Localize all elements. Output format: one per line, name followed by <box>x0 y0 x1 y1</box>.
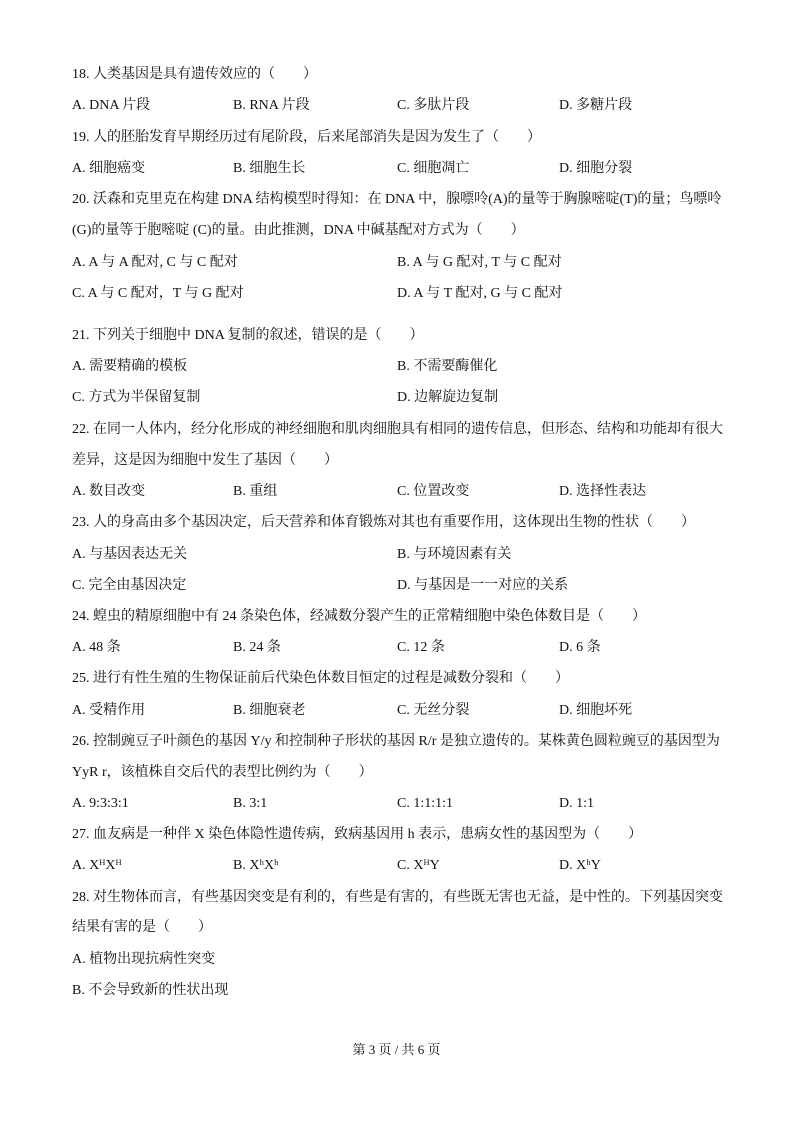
question-26-option: B. 3:1 <box>233 796 268 811</box>
question-20-stem: (G)的量等于胞嘧啶 (C)的量。由此推测，DNA 中碱基配对方式为（ ） <box>72 223 525 238</box>
question-22-option: C. 位置改变 <box>397 484 470 499</box>
question-22-option: A. 数目改变 <box>72 484 146 499</box>
question-20-stem: 20. 沃森和克里克在构建 DNA 结构模型时得知：在 DNA 中，腺嘌呤(A)的量等于胸腺嘧啶(T)的量；鸟嘌呤 <box>72 192 722 207</box>
question-25-stem: 25. 进行有性生殖的生物保证前后代染色体数目恒定的过程是减数分裂和（ ） <box>72 671 569 686</box>
question-20-option: D. A 与 T 配对, G 与 C 配对 <box>397 286 563 301</box>
question-18-option: D. 多糖片段 <box>559 98 633 113</box>
question-26-stem: 26. 控制豌豆子叶颜色的基因 Y/y 和控制种子形状的基因 R/r 是独立遗传的。某株黄色圆粒豌豆的基因型为 <box>72 734 720 749</box>
question-26-option: A. 9:3:3:1 <box>72 796 129 811</box>
question-24-option: B. 24 条 <box>233 640 281 655</box>
question-21-option: B. 不需要酶催化 <box>397 359 498 374</box>
question-20-option: C. A 与 C 配对，T 与 G 配对 <box>72 286 244 301</box>
question-23-option: C. 完全由基因决定 <box>72 578 187 593</box>
question-18-option: A. DNA 片段 <box>72 98 151 113</box>
question-27-option: B. XʰXʰ <box>233 858 279 873</box>
question-26-option: C. 1:1:1:1 <box>397 796 454 811</box>
question-25-option: B. 细胞衰老 <box>233 703 306 718</box>
question-24-option: D. 6 条 <box>559 640 601 655</box>
question-19-stem: 19. 人的胚胎发育早期经历过有尾阶段，后来尾部消失是因为发生了（ ） <box>72 130 541 145</box>
question-26-option: D. 1:1 <box>559 796 594 811</box>
question-24-option: A. 48 条 <box>72 640 121 655</box>
question-21-stem: 21. 下列关于细胞中 DNA 复制的叙述，错误的是（ ） <box>72 328 424 343</box>
question-21-option: D. 边解旋边复制 <box>397 390 499 405</box>
question-28-option: A. 植物出现抗病性突变 <box>72 952 216 967</box>
question-26-stem: YyR r，该植株自交后代的表型比例约为（ ） <box>72 765 373 780</box>
question-27-option: D. XʰY <box>559 858 601 873</box>
question-20-option: A. A 与 A 配对, C 与 C 配对 <box>72 255 238 270</box>
question-22-stem: 差异，这是因为细胞中发生了基因（ ） <box>72 453 338 468</box>
question-19-option: D. 细胞分裂 <box>559 161 633 176</box>
question-19-option: A. 细胞癌变 <box>72 161 146 176</box>
question-23-option: D. 与基因是一一对应的关系 <box>397 578 569 593</box>
question-19-option: B. 细胞生长 <box>233 161 306 176</box>
question-28-stem: 28. 对生物体而言，有些基因突变是有利的，有些是有害的，有些既无害也无益，是中性的。下列基因突变 <box>72 890 723 905</box>
question-25-option: D. 细胞坏死 <box>559 703 633 718</box>
question-24-option: C. 12 条 <box>397 640 445 655</box>
question-25-option: C. 无丝分裂 <box>397 703 470 718</box>
question-27-option: A. XᴴXᴴ <box>72 858 122 873</box>
question-19-option: C. 细胞凋亡 <box>397 161 470 176</box>
question-28-option: B. 不会导致新的性状出现 <box>72 983 229 998</box>
page-footer: 第 3 页 / 共 6 页 <box>352 1042 441 1057</box>
question-18-option: B. RNA 片段 <box>233 98 310 113</box>
question-21-option: A. 需要精确的模板 <box>72 359 188 374</box>
question-27-option: C. XᴴY <box>397 858 440 873</box>
question-22-option: B. 重组 <box>233 484 278 499</box>
question-23-stem: 23. 人的身高由多个基因决定，后天营养和体育锻炼对其也有重要作用，这体现出生物的性状（ ） <box>72 515 695 530</box>
question-28-stem: 结果有害的是（ ） <box>72 920 212 935</box>
question-22-stem: 22. 在同一人体内，经分化形成的神经细胞和肌肉细胞具有相同的遗传信息，但形态、结构和功能却有很大 <box>72 422 723 437</box>
question-27-stem: 27. 血友病是一种伴 X 染色体隐性遗传病，致病基因用 h 表示，患病女性的基因型为（ ） <box>72 827 643 842</box>
question-21-option: C. 方式为半保留复制 <box>72 390 201 405</box>
question-23-option: A. 与基因表达无关 <box>72 547 188 562</box>
question-23-option: B. 与环境因素有关 <box>397 547 512 562</box>
question-22-option: D. 选择性表达 <box>559 484 647 499</box>
question-25-option: A. 受精作用 <box>72 703 146 718</box>
question-20-option: B. A 与 G 配对, T 与 C 配对 <box>397 255 562 270</box>
question-18-stem: 18. 人类基因是具有遗传效应的（ ） <box>72 67 317 82</box>
question-18-option: C. 多肽片段 <box>397 98 470 113</box>
question-24-stem: 24. 蝗虫的精原细胞中有 24 条染色体，经减数分裂产生的正常精细胞中染色体数目是（ ） <box>72 609 646 624</box>
